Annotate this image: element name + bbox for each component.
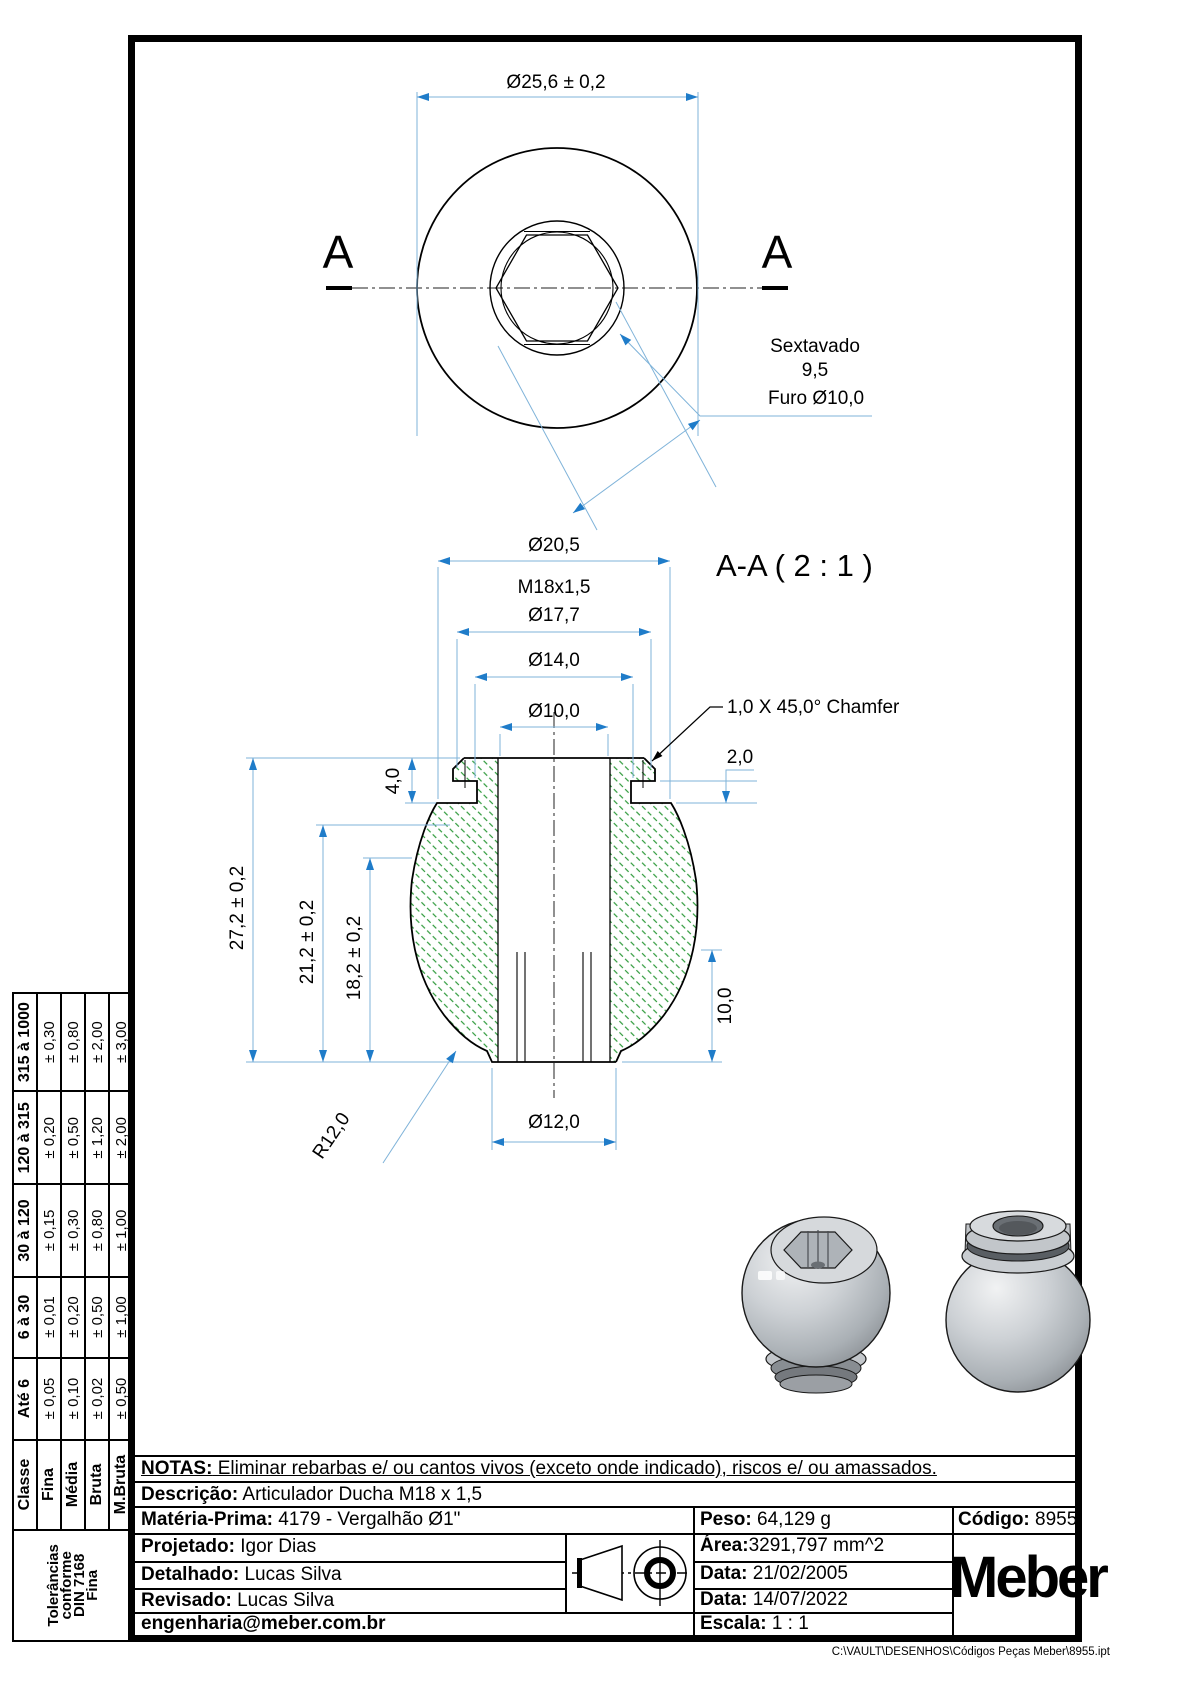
notas-row [141,1458,937,1480]
dim-h272: 27,2 ± 0,2 [227,865,248,951]
projection-symbol-icon [572,1538,690,1610]
section-label-right: A [761,226,793,278]
tol-header-120a315: 120 à 315 [13,1091,37,1184]
label-sextavado: Sextavado [770,336,860,357]
section-line-tick-left [326,286,352,290]
notas-label: NOTAS: [141,1458,213,1479]
tol-row-mbruta: M.Bruta ± 0,50 ± 1,00 ± 1,00 ± 2,00 ± 3,00 [109,993,133,1641]
section-label-left: A [322,226,354,278]
projetado-cell: Projetado: Igor Dias [141,1536,317,1557]
tol-header-30a120: 30 à 120 [13,1184,37,1276]
peso-cell: Peso: 64,129 g [700,1509,831,1530]
section-title: A-A ( 2 : 1 ) [716,548,873,583]
render-iso-ball-neck [946,1211,1090,1392]
top-view [323,72,872,530]
codigo-cell: Código: 8955 [958,1509,1078,1530]
dim-d205: Ø20,5 [528,535,580,556]
section-view [227,535,900,1163]
notas-text: Eliminar rebarbas e/ ou cantos vivos (exceto onde indicado), riscos e/ ou amassados. [212,1458,937,1479]
data2-cell: Data: 14/07/2022 [700,1589,848,1610]
dim-outer-diameter: Ø25,6 ± 0,2 [506,72,606,93]
tol-header-ate6: Até 6 [13,1358,37,1440]
label-furo: Furo Ø10,0 [768,388,865,409]
render-iso-ball-hex [742,1217,890,1393]
dim-d120: Ø12,0 [528,1112,580,1133]
label-sextavado-value: 9,5 [801,360,829,381]
tolerance-note: Tolerâncias conforme DIN 7168 Fina [13,1530,133,1641]
dim-d177: Ø17,7 [528,605,580,626]
area-cell: Área:3291,797 mm^2 [700,1535,885,1556]
dim-h100: 10,0 [715,987,736,1025]
file-path: C:\VAULT\DESENHOS\Códigos Peças Meber\8955.ipt [831,1646,1110,1658]
descricao-row: Descrição: Articulador Ducha M18 x 1,5 [141,1484,483,1505]
tolerance-table [12,992,128,1642]
tol-row-bruta: Bruta ± 0,02 ± 0,50 ± 0,80 ± 1,20 ± 2,00 [85,993,109,1641]
dim-4-0: 4,0 [383,767,404,795]
dim-chamfer: 1,0 X 45,0° Chamfer [727,697,900,718]
tol-header-315a1000: 315 à 1000 [13,993,37,1091]
dim-h182: 18,2 ± 0,2 [344,915,365,1001]
data1-cell: Data: 21/02/2005 [700,1563,848,1584]
tol-row-fina: Fina ± 0,05 ± 0,01 ± 0,15 ± 0,20 ± 0,30 [37,993,61,1641]
section-line-tick-right [762,286,788,290]
dim-r120: R12,0 [308,1109,355,1163]
dim-d100: Ø10,0 [528,701,580,722]
tol-row-media: Média ± 0,10 ± 0,20 ± 0,30 ± 0,50 ± 0,80 [61,993,85,1641]
detalhado-cell: Detalhado: Lucas Silva [141,1564,342,1585]
dim-2-0: 2,0 [726,747,754,768]
dim-h212: 21,2 ± 0,2 [297,899,318,985]
revisado-cell: Revisado: Lucas Silva [141,1590,335,1611]
tol-header-6a30: 6 à 30 [13,1277,37,1358]
materia-row: Matéria-Prima: 4179 - Vergalhão Ø1" [141,1509,461,1530]
email-cell: engenharia@meber.com.br [141,1613,386,1634]
escala-cell: Escala: 1 : 1 [700,1613,809,1634]
dim-d140: Ø14,0 [528,650,580,671]
tol-header-classe: Classe [13,1440,37,1530]
company-logo: Meber [950,1545,1106,1610]
dim-m18: M18x1,5 [517,577,591,598]
